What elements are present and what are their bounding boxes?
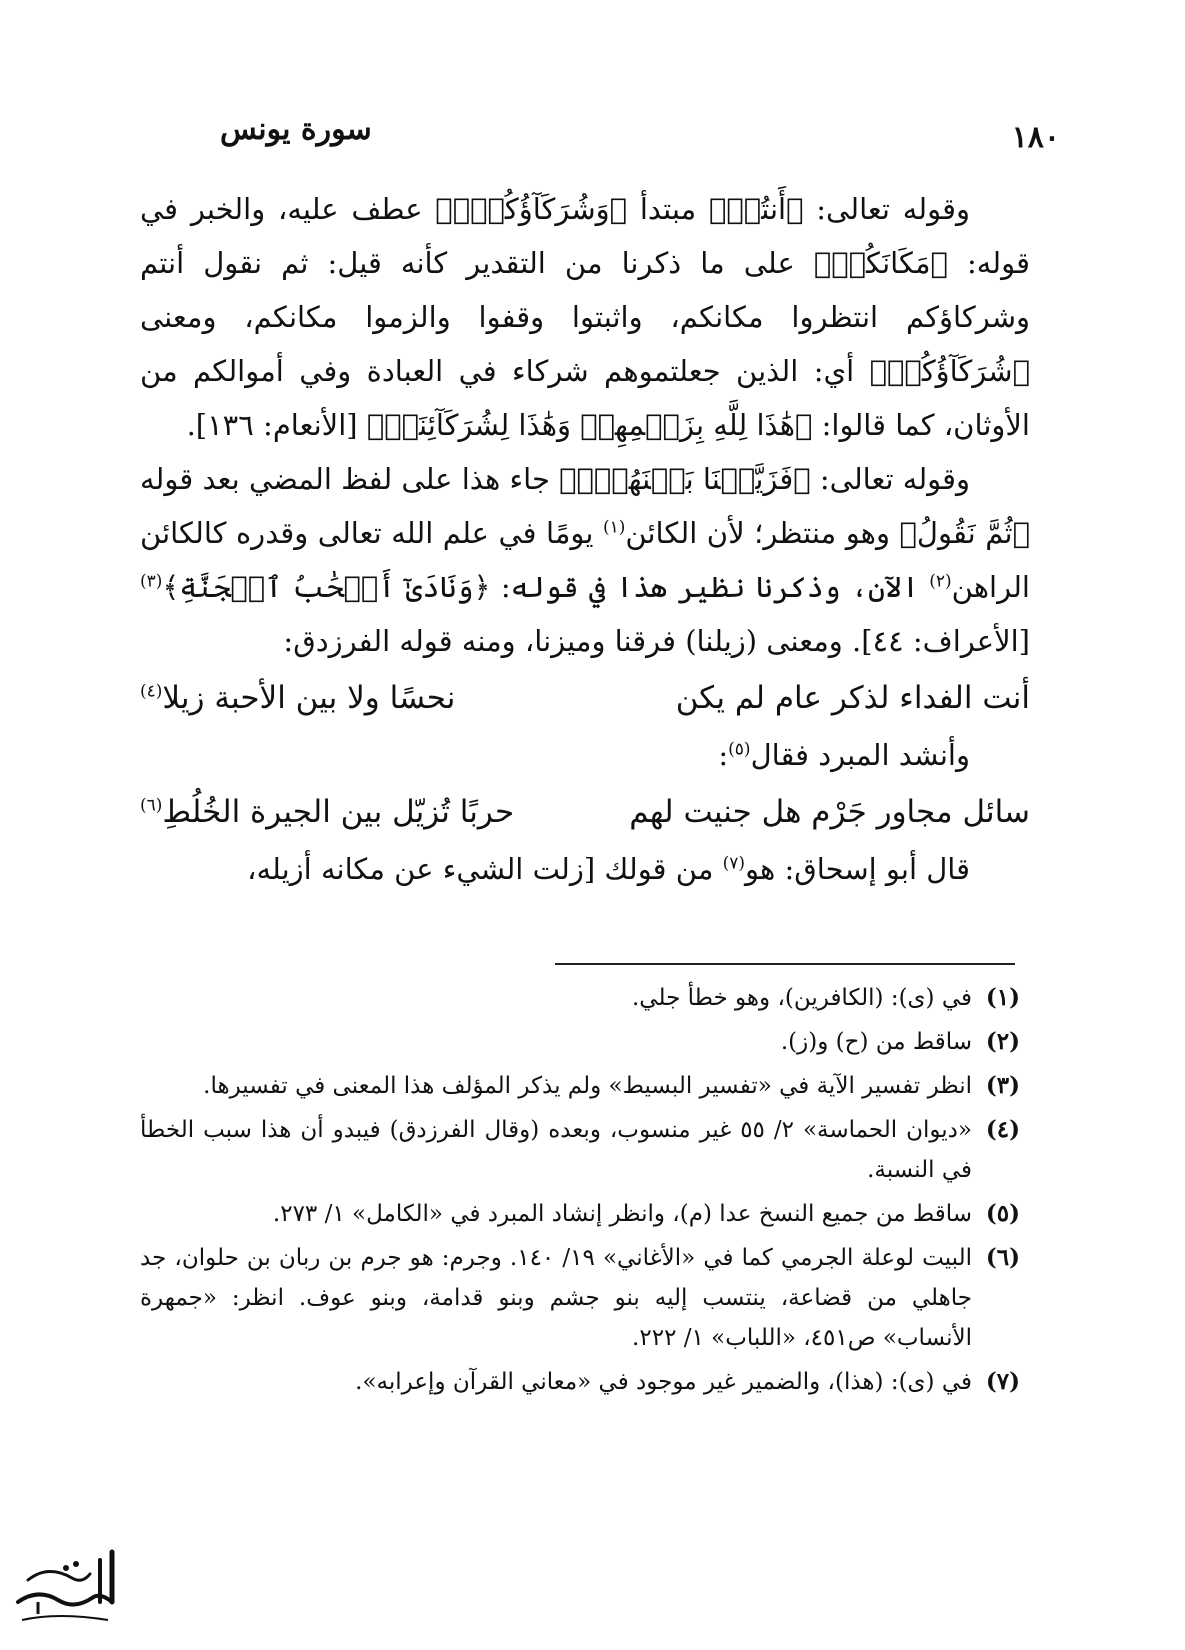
paragraph-2-part-a: وقوله تعالى: ﴿فَزَيَّلۡنَا بَيۡنَهُمۡۖ﴾ جاء هذا على لفظ المضي بعد قوله ﴿ثُمَّ نَقُولُ﴾ وهو منتظر؛ لأن الكائن (140, 462, 1030, 550)
footnote-text: «ديوان الحماسة» ٢/ ٥٥ غير منسوب، وبعده (وقال الفرزدق) فيبدو أن هذا سبب الخطأ في النسبة. (140, 1117, 972, 1183)
calligraphy-logo-icon (8, 1540, 126, 1630)
footnote-text: انظر تفسير الآية في «تفسير البسيط» ولم يذكر المؤلف هذا المعنى في تفسيرها. (203, 1073, 972, 1099)
paragraph-3-text: وأنشد المبرد فقال (750, 738, 970, 772)
verse-1 (140, 668, 1030, 728)
footnote-number: (٥) (985, 1200, 1020, 1227)
paragraph-2-part-b: يومًا في علم الله تعالى وقدره كالكائن الراهن (140, 516, 1030, 604)
page-header (180, 112, 1060, 162)
footnote-ref-7: (٧) (722, 853, 745, 874)
verse-2 (140, 782, 1030, 842)
footnote-text: البيت لوعلة الجرمي كما في «الأغاني» ١٩/ ١٤٠. وجرم: هو جرم بن ربان بن حلوان، جد جاهلي من قضاعة، ينتسب إليه بنو جشم وبنو قدامة، وبنو عوف. انظر: «جمهرة الأنساب» ص٤٥١، «اللباب» ١/ ٢٢٢. (140, 1245, 972, 1351)
footnote-ref-3: (٣) (140, 571, 163, 592)
verse-2-second-hemistich (140, 782, 514, 842)
footnote-number: (١) (985, 984, 1020, 1011)
chapter-title: سورة يونس (220, 112, 372, 147)
footnote-number: (٦) (985, 1244, 1020, 1271)
paragraph-2-part-d: [الأعراف: ٤٤]. ومعنى (زيلنا) فرقنا وميزنا، ومنه قوله الفرزدق: (283, 624, 1030, 658)
verse-1-second-text: نحسًا ولا بين الأحبة زيلا (162, 680, 456, 716)
verse-1-first-hemistich: أنت الفداء لذكر عام لم يكن (675, 680, 1030, 716)
footnote-text: في (ى): (الكافرين)، وهو خطأ جلي. (631, 985, 972, 1011)
footnote-2 (140, 1022, 1020, 1062)
footnote-number: (٣) (985, 1072, 1020, 1099)
footnote-ref-5: (٥) (728, 739, 751, 760)
footnote-1 (140, 978, 1020, 1018)
footnotes (140, 978, 1020, 1406)
footnote-6 (140, 1238, 1020, 1358)
paragraph-1: وقوله تعالى: ﴿أَنتُمۡ﴾ مبتدأ ﴿وَشُرَكَآؤُكُمۡۚ﴾ عطف عليه، والخبر في قوله: ﴿مَكَانَكُمۡ﴾ على ما ذكرنا من التقدير كأنه قيل: ثم نقول أنتم وشركاؤكم انتظروا مكانكم، واثبتوا وقفوا والزموا مكانكم، ومعنى ﴿شُرَكَآؤُكُمۡ﴾ أي: الذين جعلتموهم شركاء في العبادة وفي أموالكم من الأوثان، كما قالوا: ﴿هَٰذَا لِلَّهِ بِزَعۡمِهِمۡ وَهَٰذَا لِشُرَكَآئِنَاۖ﴾ [الأنعام: ١٣٦]. (140, 192, 1030, 442)
verse-1-second-hemistich (140, 668, 455, 728)
publisher-logo (8, 1540, 126, 1630)
footnote-5 (140, 1194, 1020, 1234)
page-number: ١٨٠ (1011, 120, 1060, 155)
paragraph-3 (140, 728, 1030, 782)
footnote-number: (٢) (985, 1028, 1020, 1055)
footnote-text: ساقط من جميع النسخ عدا (م)، وانظر إنشاد المبرد في «الكامل» ١/ ٢٧٣. (272, 1201, 972, 1227)
verse-2-second-text: حربًا تُزيّل بين الجيرة الخُلُطِ (162, 794, 515, 830)
footnote-text: ساقط من (ح) و(ز). (780, 1029, 972, 1055)
paragraph-3-colon: : (718, 738, 729, 772)
footnote-ref-6: (٦) (140, 795, 163, 816)
paragraph-4-part-a: قال أبو إسحاق: هو (745, 852, 970, 886)
footnote-ref-2: (٢) (929, 571, 952, 592)
footnote-7 (140, 1362, 1020, 1402)
paragraph-2 (140, 452, 1030, 668)
footnote-ref-1: (١) (602, 517, 626, 538)
main-text (140, 182, 1030, 896)
paragraph-4-part-b: من قولك [زلت الشيء عن مكانه أزيله، (247, 852, 723, 886)
footnote-3 (140, 1066, 1020, 1106)
footnote-number: (٤) (985, 1116, 1020, 1143)
paragraph-2-part-c: الآن، وذكرنا نظير هذا في قوله: ﴿وَنَادَىٰٓ أَصۡحَٰبُ ٱلۡجَنَّةِ﴾ (162, 570, 930, 604)
footnote-4 (140, 1110, 1020, 1190)
paragraph-4 (140, 842, 1030, 896)
footnote-text: في (ى): (هذا)، والضمير غير موجود في «معاني القرآن وإعرابه». (355, 1369, 972, 1395)
verse-2-first-hemistich: سائل مجاور جَرْم هل جنيت لهم (629, 794, 1030, 830)
footnote-separator (555, 963, 1015, 965)
footnote-number: (٧) (985, 1368, 1020, 1395)
footnote-ref-4: (٤) (140, 681, 163, 702)
